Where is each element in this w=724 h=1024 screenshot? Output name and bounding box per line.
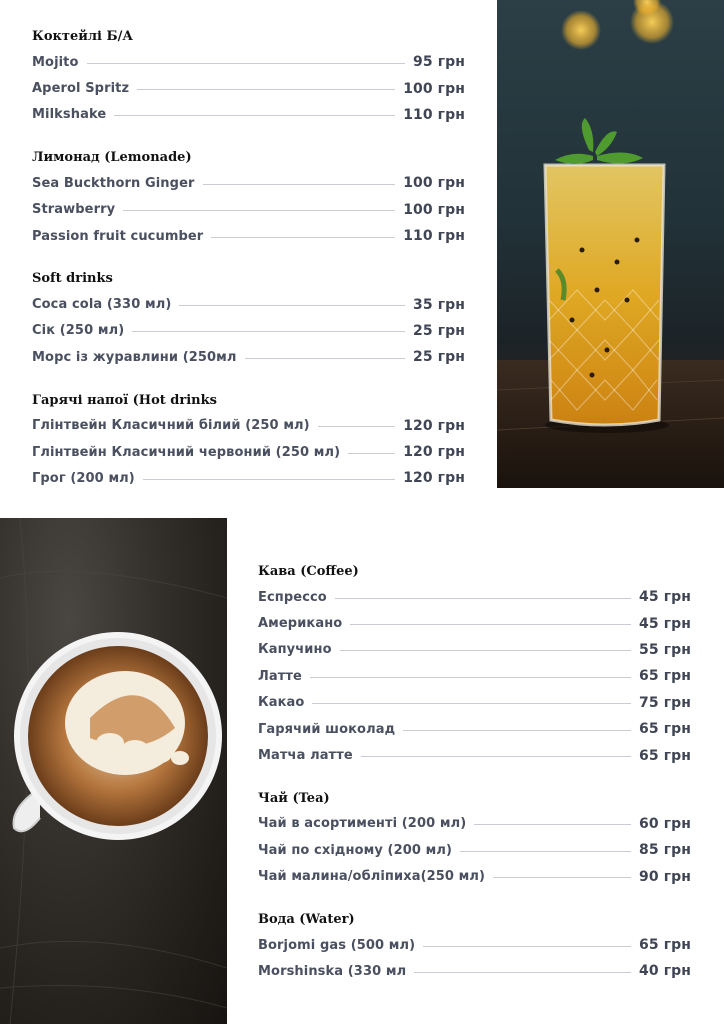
item-name: Грог (200 мл)	[32, 470, 135, 486]
item-name: Глінтвейн Класичний червоний (250 мл)	[32, 444, 341, 460]
cocktail-photo	[497, 0, 724, 488]
dotted-leader	[123, 210, 395, 211]
menu-item	[32, 49, 465, 75]
cocktail-illustration	[497, 0, 724, 488]
item-price: 110 грн	[403, 106, 465, 123]
item-name: Какао	[258, 695, 305, 711]
section-hot-drinks	[32, 392, 465, 492]
section-soft-drinks	[32, 270, 465, 370]
section-coffee	[258, 563, 691, 769]
item-price: 35 грн	[413, 296, 465, 313]
section-title: Soft drinks	[32, 271, 113, 287]
menu-item	[258, 864, 691, 890]
menu-right-column	[258, 563, 691, 985]
section-water	[258, 911, 691, 985]
coffee-illustration	[0, 518, 227, 1024]
item-price: 120 грн	[403, 470, 465, 487]
dotted-leader	[350, 624, 631, 625]
item-name: Borjomi gas (500 мл)	[258, 937, 416, 953]
dotted-leader	[423, 946, 631, 947]
item-price: 25 грн	[413, 349, 465, 366]
menu-item	[258, 837, 691, 863]
menu-item	[258, 663, 691, 689]
section-title: Чай (Tea)	[258, 790, 330, 806]
menu-item	[258, 958, 691, 984]
menu-item	[32, 465, 465, 491]
menu-item	[258, 584, 691, 610]
item-name: Passion fruit cucumber	[32, 228, 204, 244]
menu-item	[32, 102, 465, 128]
item-name: Сік (250 мл)	[32, 323, 125, 339]
coffee-photo	[0, 518, 227, 1024]
item-price: 100 грн	[403, 201, 465, 218]
item-name: Coca cola (330 мл)	[32, 297, 172, 313]
item-price: 100 грн	[403, 175, 465, 192]
menu-item	[32, 75, 465, 101]
menu-item	[32, 197, 465, 223]
dotted-leader	[87, 63, 406, 64]
item-price: 65 грн	[639, 937, 691, 954]
menu-item	[32, 170, 465, 196]
item-name: Sea Buckthorn Ginger	[32, 175, 195, 191]
dotted-leader	[179, 305, 405, 306]
dotted-leader	[114, 115, 395, 116]
menu-item	[258, 742, 691, 768]
item-name: Milkshake	[32, 107, 107, 123]
item-name: Глінтвейн Класичний білий (250 мл)	[32, 418, 310, 434]
dotted-leader	[211, 237, 395, 238]
dotted-leader	[245, 358, 406, 359]
item-price: 110 грн	[403, 228, 465, 245]
dotted-leader	[348, 453, 395, 454]
item-name: Strawberry	[32, 202, 116, 218]
item-name: Гарячий шоколад	[258, 721, 396, 737]
dotted-leader	[318, 426, 395, 427]
dotted-leader	[203, 184, 396, 185]
item-price: 120 грн	[403, 417, 465, 434]
item-price: 100 грн	[403, 80, 465, 97]
menu-item	[32, 223, 465, 249]
menu-item	[258, 811, 691, 837]
item-name: Чай в асортименті (200 мл)	[258, 816, 467, 832]
item-price: 60 грн	[639, 815, 691, 832]
item-price: 120 грн	[403, 444, 465, 461]
item-price: 85 грн	[639, 842, 691, 859]
item-price: 40 грн	[639, 963, 691, 980]
item-name: Mojito	[32, 54, 79, 70]
item-price: 45 грн	[639, 615, 691, 632]
section-title: Коктейлі Б/А	[32, 29, 133, 44]
dotted-leader	[143, 479, 395, 480]
section-tea	[258, 790, 691, 890]
item-price: 45 грн	[639, 589, 691, 606]
section-lemonade	[32, 149, 465, 249]
menu-item	[258, 637, 691, 663]
dotted-leader	[335, 598, 631, 599]
item-name: Матча латте	[258, 748, 353, 764]
item-price: 65 грн	[639, 721, 691, 738]
item-name: Капучино	[258, 642, 332, 658]
menu-item	[258, 690, 691, 716]
item-name: Чай малина/обліпиха(250 мл)	[258, 869, 486, 885]
item-name: Чай по східному (200 мл)	[258, 842, 453, 858]
menu-left-column	[32, 28, 465, 492]
section-title: Вода (Water)	[258, 911, 355, 927]
item-name: Морс із журавлини (250мл	[32, 349, 237, 365]
item-price: 65 грн	[639, 747, 691, 764]
item-price: 25 грн	[413, 322, 465, 339]
dotted-leader	[137, 89, 395, 90]
section-title: Кава (Coffee)	[258, 564, 359, 579]
dotted-leader	[460, 851, 631, 852]
item-name: Латте	[258, 668, 302, 684]
item-price: 90 грн	[639, 868, 691, 885]
menu-item	[32, 439, 465, 465]
dotted-leader	[403, 730, 631, 731]
dotted-leader	[361, 756, 631, 757]
menu-item	[258, 716, 691, 742]
item-name: Еспрессо	[258, 589, 327, 605]
item-price: 75 грн	[639, 694, 691, 711]
dotted-leader	[493, 877, 631, 878]
item-name: Американо	[258, 616, 343, 632]
item-price: 55 грн	[639, 641, 691, 658]
menu-item	[32, 291, 465, 317]
item-name: Morshinska (330 мл	[258, 963, 407, 979]
item-price: 65 грн	[639, 668, 691, 685]
dotted-leader	[312, 703, 631, 704]
dotted-leader	[340, 650, 631, 651]
menu-item	[258, 610, 691, 636]
dotted-leader	[132, 331, 405, 332]
menu-item	[32, 318, 465, 344]
section-cocktails	[32, 28, 465, 128]
dotted-leader	[474, 824, 631, 825]
dotted-leader	[310, 677, 631, 678]
item-name: Aperol Spritz	[32, 81, 130, 97]
item-price: 95 грн	[413, 54, 465, 71]
section-title: Гарячі напої (Hot drinks	[32, 392, 217, 408]
menu-item	[258, 932, 691, 958]
dotted-leader	[414, 972, 631, 973]
section-title: Лимонад (Lemonade)	[32, 150, 192, 166]
menu-item	[32, 413, 465, 439]
menu-item	[32, 344, 465, 370]
